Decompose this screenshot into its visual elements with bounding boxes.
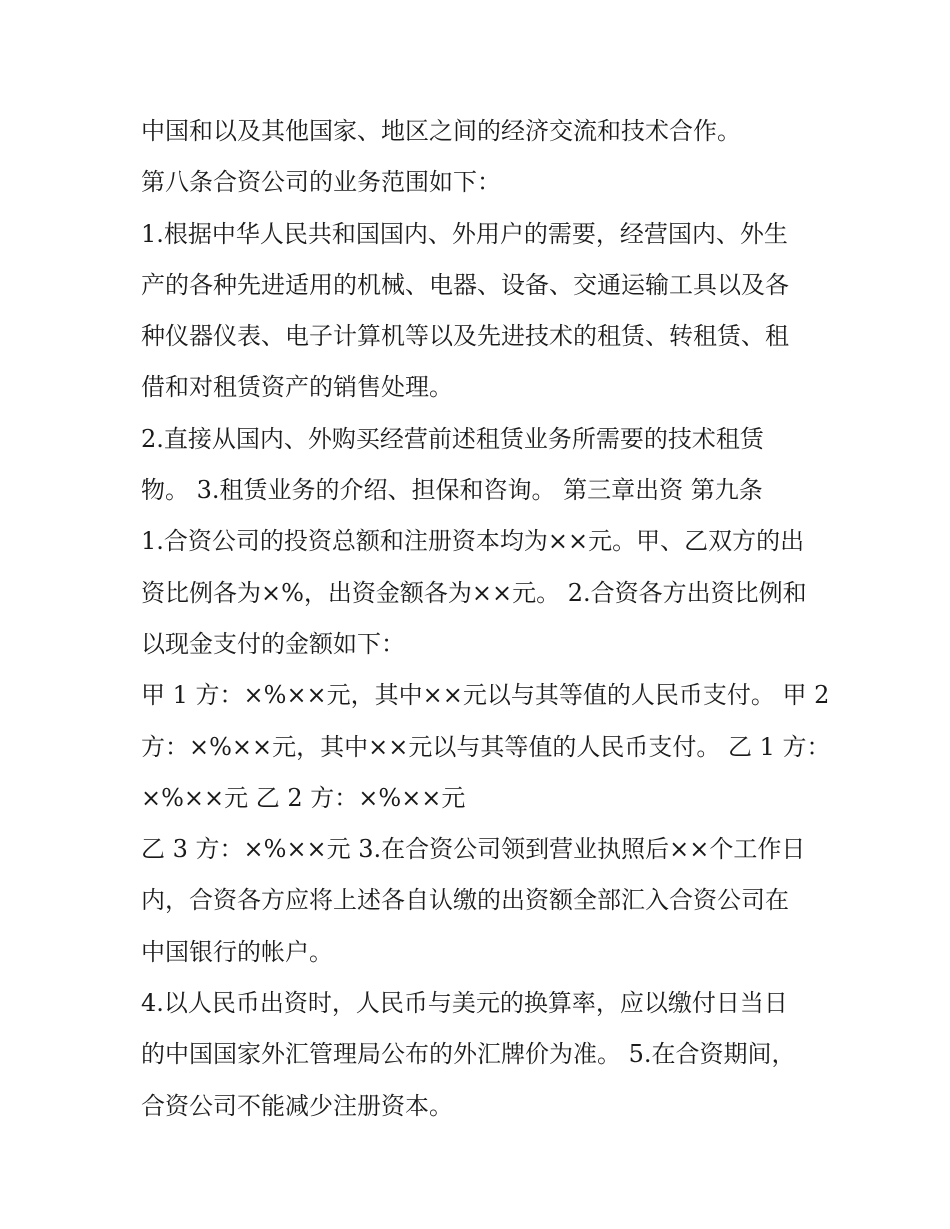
text-line: 的中国国家外汇管理局公布的外汇牌价为准。 5.在合资期间， — [141, 1040, 796, 1069]
document-body — [141, 106, 831, 1132]
text-line: 4.以人民币出资时，人民币与美元的换算率，应以缴付日当日 — [141, 989, 788, 1018]
text-line: 合资公司不能减少注册资本。 — [141, 1091, 453, 1120]
text-line: 2.直接从国内、外购买经营前述租赁业务所需要的技术租赁 — [141, 424, 764, 453]
text-line: 物。 3.租赁业务的介绍、担保和咨询。 第三章出资 第九条 — [141, 476, 763, 505]
text-line: 中国和以及其他国家、地区之间的经济交流和技术合作。 — [141, 117, 741, 145]
text-line: 乙 3 方：×%××元 3.在合资公司领到营业执照后××个工作日 — [141, 835, 806, 864]
text-line: 1.根据中华人民共和国国内、外用户的需要，经营国内、外生 — [141, 219, 788, 248]
text-line: 种仪器仪表、电子计算机等以及先进技术的租赁、转租赁、租 — [141, 322, 789, 351]
text-line: 方：×%××元，其中××元以与其等值的人民币支付。 乙 1 方： — [141, 732, 831, 761]
text-line: 借和对租赁资产的销售处理。 — [141, 373, 453, 402]
text-line: 内，合资各方应将上述各自认缴的出资额全部汇入合资公司在 — [141, 886, 789, 915]
text-line: 甲 1 方：×%××元，其中××元以与其等值的人民币支付。 甲 2 — [141, 681, 830, 710]
text-line: 产的各种先进适用的机械、电器、设备、交通运输工具以及各 — [141, 270, 789, 299]
text-line: 1.合资公司的投资总额和注册资本均为××元。甲、乙双方的出 — [141, 527, 805, 556]
text-line: 资比例各为×%，出资金额各为××元。 2.合资各方出资比例和 — [141, 578, 807, 607]
text-line: ×%××元 乙 2 方：×%××元 — [141, 783, 466, 812]
text-line: 以现金支付的金额如下： — [141, 629, 405, 658]
text-line: 中国银行的帐户。 — [141, 937, 333, 966]
article-heading: 第八条合资公司的业务范围如下： — [141, 168, 501, 197]
